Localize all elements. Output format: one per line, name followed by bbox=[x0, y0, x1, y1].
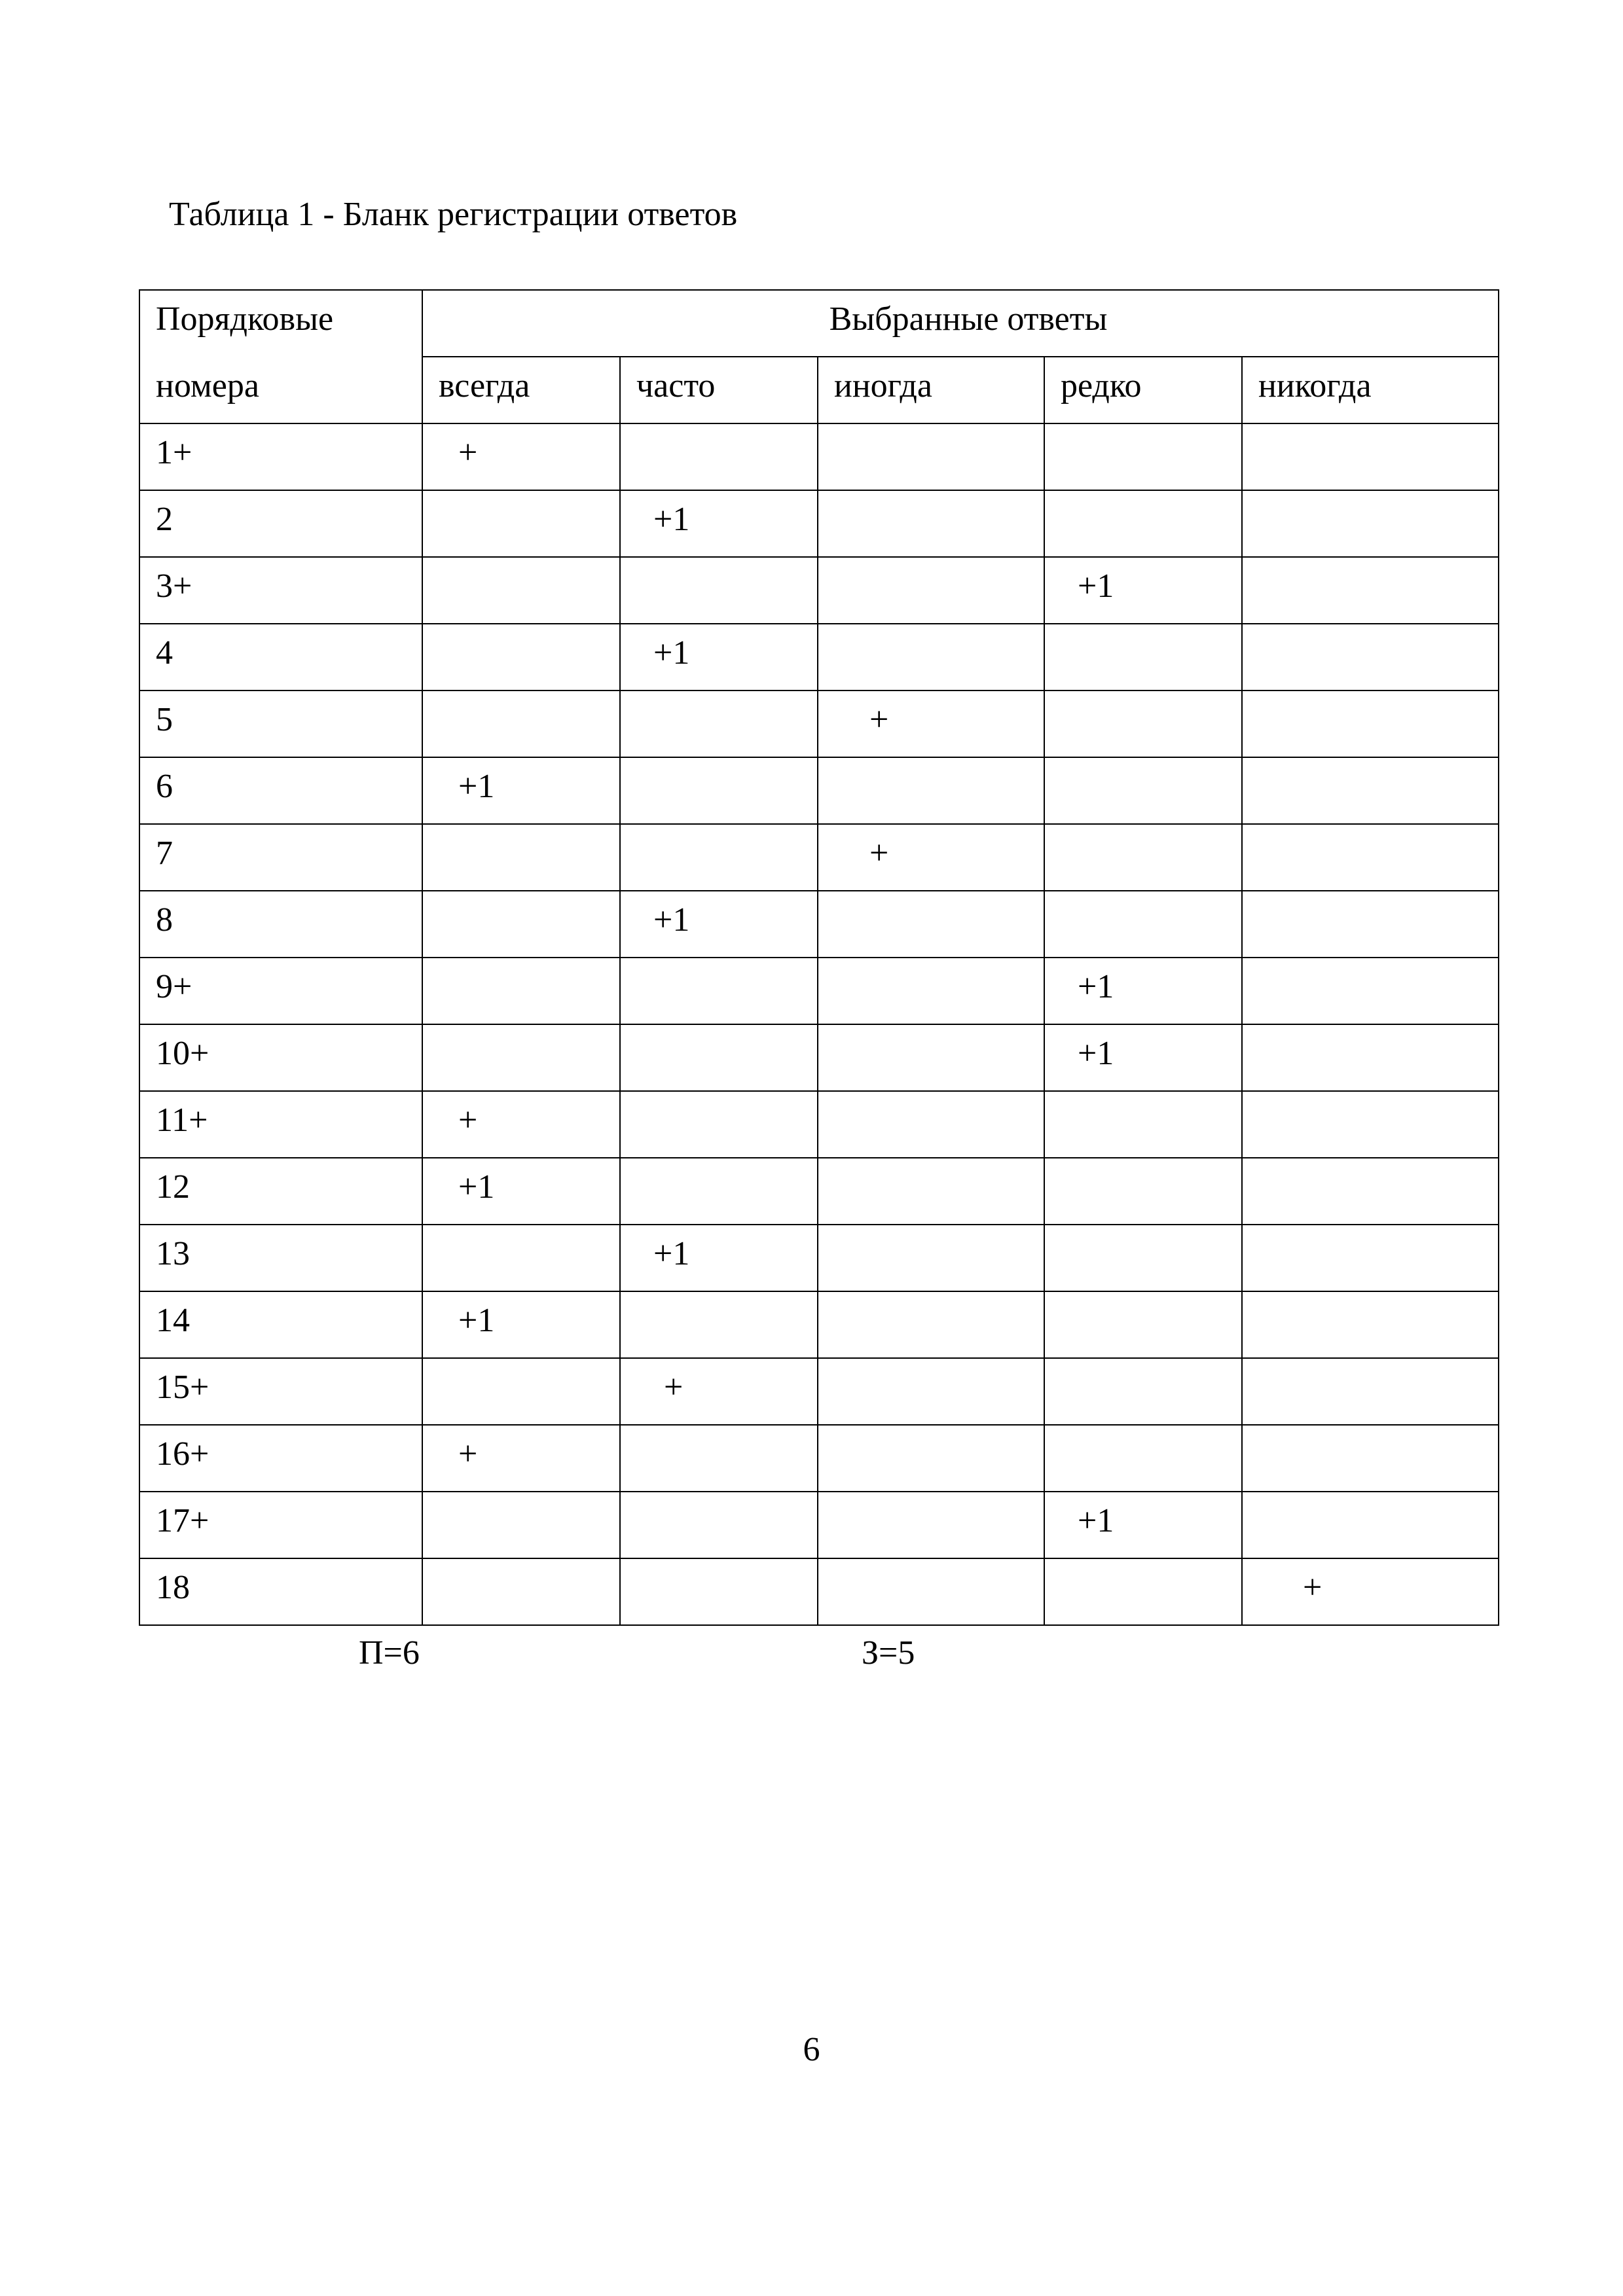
answer-mark bbox=[1243, 1158, 1498, 1168]
row-number: 15+ bbox=[156, 1369, 210, 1406]
answer-mark: +1 bbox=[653, 501, 690, 538]
answer-cell bbox=[818, 1158, 1044, 1225]
answer-mark bbox=[1243, 825, 1498, 834]
answer-mark bbox=[818, 1158, 1044, 1168]
answer-cell bbox=[818, 824, 1044, 891]
answer-cell bbox=[620, 1024, 818, 1091]
column-header-never bbox=[1242, 357, 1499, 423]
answer-cell bbox=[1242, 1024, 1499, 1091]
row-number: 14 bbox=[156, 1302, 190, 1339]
answer-mark bbox=[1045, 825, 1241, 834]
row-number-cell bbox=[139, 423, 422, 490]
answer-cell bbox=[620, 1358, 818, 1425]
answer-cell bbox=[1242, 958, 1499, 1024]
answer-cell bbox=[818, 490, 1044, 557]
answer-mark bbox=[1045, 1559, 1241, 1568]
answer-cell bbox=[818, 891, 1044, 958]
answer-cell bbox=[620, 490, 818, 557]
row-number: 3+ bbox=[156, 567, 192, 605]
table-row bbox=[139, 1558, 1499, 1625]
row-number-cell bbox=[139, 1225, 422, 1291]
answer-cell bbox=[422, 1225, 620, 1291]
answer-mark: +1 bbox=[653, 1235, 690, 1272]
answer-cell bbox=[818, 1091, 1044, 1158]
answer-cell bbox=[1242, 891, 1499, 958]
answer-mark bbox=[621, 1025, 817, 1034]
column-header-label: редко bbox=[1061, 367, 1142, 404]
row-number-cell bbox=[139, 624, 422, 691]
answer-mark: + bbox=[664, 1369, 684, 1406]
answer-cell bbox=[1242, 1158, 1499, 1225]
answer-mark bbox=[1243, 558, 1498, 567]
answer-cell bbox=[620, 1425, 818, 1492]
answer-cell bbox=[1044, 1425, 1242, 1492]
answer-mark bbox=[818, 558, 1044, 567]
column-header-label: никогда bbox=[1258, 367, 1372, 404]
answer-cell bbox=[1242, 624, 1499, 691]
answer-mark: +1 bbox=[653, 634, 690, 672]
answer-mark bbox=[621, 558, 817, 567]
answer-mark: +1 bbox=[458, 768, 495, 805]
answer-cell bbox=[620, 557, 818, 624]
table-row bbox=[139, 1425, 1499, 1492]
answer-mark bbox=[818, 1492, 1044, 1501]
answer-mark bbox=[621, 1158, 817, 1168]
answer-mark: +1 bbox=[1078, 1035, 1114, 1072]
answer-cell bbox=[620, 624, 818, 691]
answer-cell bbox=[1242, 490, 1499, 557]
answer-cell bbox=[422, 691, 620, 757]
row-number-cell bbox=[139, 1358, 422, 1425]
answer-cell bbox=[1044, 824, 1242, 891]
column-header-often bbox=[620, 357, 818, 423]
answer-mark bbox=[818, 1025, 1044, 1034]
answer-mark bbox=[423, 558, 619, 567]
row-number-cell bbox=[139, 1024, 422, 1091]
row-number: 16+ bbox=[156, 1435, 210, 1473]
answer-cell bbox=[422, 1492, 620, 1558]
answer-mark bbox=[818, 758, 1044, 767]
row-number-cell bbox=[139, 1492, 422, 1558]
row-number-cell bbox=[139, 490, 422, 557]
answer-mark: +1 bbox=[458, 1302, 495, 1339]
answer-cell bbox=[620, 1492, 818, 1558]
answer-cell bbox=[818, 1024, 1044, 1091]
answer-cell bbox=[620, 423, 818, 490]
answer-mark bbox=[818, 491, 1044, 500]
answer-mark bbox=[1045, 758, 1241, 767]
answer-cell bbox=[818, 1492, 1044, 1558]
answer-mark bbox=[818, 1292, 1044, 1301]
answer-cell bbox=[620, 1291, 818, 1358]
row-number-cell bbox=[139, 1425, 422, 1492]
answer-cell bbox=[422, 891, 620, 958]
answer-cell bbox=[818, 1225, 1044, 1291]
answer-cell bbox=[818, 1425, 1044, 1492]
answer-cell bbox=[818, 423, 1044, 490]
answer-mark bbox=[423, 491, 619, 500]
answer-mark bbox=[818, 891, 1044, 901]
answer-mark bbox=[1045, 891, 1241, 901]
answer-cell bbox=[1044, 1558, 1242, 1625]
answer-mark bbox=[1045, 691, 1241, 700]
answer-cell bbox=[422, 1558, 620, 1625]
answer-cell bbox=[1242, 1492, 1499, 1558]
answer-cell bbox=[620, 757, 818, 824]
table-row bbox=[139, 891, 1499, 958]
row-number-cell bbox=[139, 1158, 422, 1225]
column-header-label: часто bbox=[636, 367, 716, 404]
answer-cell bbox=[620, 1225, 818, 1291]
column-header-always bbox=[422, 357, 620, 423]
answer-mark bbox=[1045, 1292, 1241, 1301]
answer-mark bbox=[423, 1559, 619, 1568]
total-p: П=6 bbox=[359, 1634, 420, 1672]
answer-mark bbox=[621, 1292, 817, 1301]
answer-mark bbox=[423, 1359, 619, 1368]
row-number-cell bbox=[139, 691, 422, 757]
answer-registration-table bbox=[139, 289, 1499, 1626]
answer-mark bbox=[1045, 491, 1241, 500]
answer-mark: +1 bbox=[458, 1168, 495, 1206]
answer-mark bbox=[818, 1559, 1044, 1568]
answer-cell bbox=[1044, 757, 1242, 824]
column-header-label: иногда bbox=[834, 367, 932, 404]
row-number: 17+ bbox=[156, 1502, 210, 1539]
answer-cell bbox=[818, 1358, 1044, 1425]
row-number-cell bbox=[139, 1291, 422, 1358]
answer-mark bbox=[818, 424, 1044, 433]
answer-mark bbox=[1045, 1359, 1241, 1368]
answer-cell bbox=[1044, 1158, 1242, 1225]
answer-mark bbox=[1045, 1158, 1241, 1168]
answer-cell bbox=[818, 557, 1044, 624]
answer-mark: +1 bbox=[653, 901, 690, 939]
answer-mark bbox=[621, 424, 817, 433]
table-row bbox=[139, 691, 1499, 757]
answer-mark bbox=[621, 1559, 817, 1568]
page-number: 6 bbox=[803, 2031, 820, 2068]
row-number: 13 bbox=[156, 1235, 190, 1272]
answer-cell bbox=[1242, 1425, 1499, 1492]
answer-mark: + bbox=[458, 1102, 478, 1139]
answer-mark bbox=[621, 1092, 817, 1101]
answer-cell bbox=[620, 1558, 818, 1625]
answer-mark: +1 bbox=[1078, 968, 1114, 1005]
answer-cell bbox=[1044, 557, 1242, 624]
table-row bbox=[139, 1225, 1499, 1291]
answer-cell bbox=[422, 1091, 620, 1158]
row-number: 11+ bbox=[156, 1102, 208, 1139]
table-caption: Таблица 1 - Бланк регистрации ответов bbox=[169, 196, 738, 233]
row-number-cell bbox=[139, 824, 422, 891]
table-row bbox=[139, 757, 1499, 824]
table-row bbox=[139, 1358, 1499, 1425]
answer-cell bbox=[422, 1425, 620, 1492]
table-row bbox=[139, 1492, 1499, 1558]
answer-mark bbox=[1243, 1492, 1498, 1501]
answer-cell bbox=[422, 1158, 620, 1225]
answer-cell bbox=[620, 824, 818, 891]
answer-mark bbox=[1243, 624, 1498, 634]
table-row bbox=[139, 958, 1499, 1024]
answer-cell bbox=[422, 1291, 620, 1358]
answer-mark: + bbox=[1303, 1569, 1322, 1606]
answer-mark: + bbox=[869, 834, 889, 872]
answer-mark bbox=[423, 1492, 619, 1501]
answer-cell bbox=[818, 691, 1044, 757]
answer-cell bbox=[422, 1024, 620, 1091]
answer-cell bbox=[1242, 1091, 1499, 1158]
answer-mark bbox=[621, 825, 817, 834]
answer-cell bbox=[620, 891, 818, 958]
table-row bbox=[139, 1024, 1499, 1091]
answer-cell bbox=[1044, 423, 1242, 490]
row-number: 2 bbox=[156, 501, 173, 538]
answer-mark bbox=[1243, 758, 1498, 767]
answer-cell bbox=[422, 624, 620, 691]
answer-mark: +1 bbox=[1078, 567, 1114, 605]
answer-mark bbox=[1243, 1426, 1498, 1435]
answer-cell bbox=[620, 1091, 818, 1158]
table-row bbox=[139, 423, 1499, 490]
answer-mark bbox=[818, 624, 1044, 634]
answer-cell bbox=[620, 691, 818, 757]
answer-mark bbox=[1243, 958, 1498, 967]
answer-cell bbox=[1044, 624, 1242, 691]
answer-cell bbox=[1044, 891, 1242, 958]
answer-cell bbox=[1242, 423, 1499, 490]
answer-mark bbox=[1243, 424, 1498, 433]
row-number-header bbox=[139, 290, 422, 423]
table-row bbox=[139, 1091, 1499, 1158]
answer-mark bbox=[1243, 1225, 1498, 1234]
row-number-cell bbox=[139, 1091, 422, 1158]
answer-cell bbox=[1044, 1024, 1242, 1091]
answer-cell bbox=[1044, 1358, 1242, 1425]
row-number-cell bbox=[139, 557, 422, 624]
answer-cell bbox=[1242, 557, 1499, 624]
table-row bbox=[139, 1158, 1499, 1225]
answer-mark bbox=[818, 1092, 1044, 1101]
row-number-header-line1: Порядковые bbox=[156, 300, 334, 338]
answer-mark bbox=[621, 1492, 817, 1501]
answer-mark bbox=[423, 1025, 619, 1034]
row-number: 8 bbox=[156, 901, 173, 939]
row-number-cell bbox=[139, 958, 422, 1024]
table-row bbox=[139, 557, 1499, 624]
row-number: 9+ bbox=[156, 968, 192, 1005]
table-row bbox=[139, 490, 1499, 557]
answer-mark bbox=[1243, 1025, 1498, 1034]
answer-cell bbox=[1242, 1558, 1499, 1625]
total-z: З=5 bbox=[862, 1634, 915, 1672]
answer-cell bbox=[1044, 490, 1242, 557]
answer-cell bbox=[620, 958, 818, 1024]
row-number: 18 bbox=[156, 1569, 190, 1606]
table-row bbox=[139, 624, 1499, 691]
answer-mark bbox=[1045, 1426, 1241, 1435]
row-number: 4 bbox=[156, 634, 173, 672]
row-number-header-line2: номера bbox=[156, 367, 259, 404]
answer-mark bbox=[1045, 624, 1241, 634]
answer-mark bbox=[423, 825, 619, 834]
answer-cell bbox=[1242, 1358, 1499, 1425]
answer-cell bbox=[1242, 1291, 1499, 1358]
answer-mark bbox=[621, 691, 817, 700]
answer-cell bbox=[1044, 1225, 1242, 1291]
row-number-cell bbox=[139, 1558, 422, 1625]
answer-mark bbox=[1243, 1092, 1498, 1101]
answer-mark bbox=[1243, 691, 1498, 700]
answer-mark: + bbox=[458, 434, 478, 471]
answer-cell bbox=[818, 958, 1044, 1024]
answer-cell bbox=[1242, 691, 1499, 757]
answer-mark bbox=[1045, 1092, 1241, 1101]
answer-mark bbox=[423, 1225, 619, 1234]
row-number: 12 bbox=[156, 1168, 190, 1206]
table-row bbox=[139, 1291, 1499, 1358]
answer-cell bbox=[1044, 1091, 1242, 1158]
row-number: 6 bbox=[156, 768, 173, 805]
answer-mark bbox=[1045, 424, 1241, 433]
answer-cell bbox=[1242, 1225, 1499, 1291]
answer-cell bbox=[422, 824, 620, 891]
answer-cell bbox=[422, 423, 620, 490]
answer-mark bbox=[1045, 1225, 1241, 1234]
answer-mark bbox=[818, 958, 1044, 967]
answer-cell bbox=[620, 1158, 818, 1225]
row-number-cell bbox=[139, 891, 422, 958]
answer-cell bbox=[1044, 691, 1242, 757]
answer-mark bbox=[1243, 1292, 1498, 1301]
answer-mark bbox=[818, 1426, 1044, 1435]
answer-mark bbox=[621, 758, 817, 767]
totals bbox=[0, 1630, 1623, 1682]
column-header-rarely bbox=[1044, 357, 1242, 423]
answer-cell bbox=[422, 490, 620, 557]
answer-mark bbox=[818, 1359, 1044, 1368]
answer-cell bbox=[422, 958, 620, 1024]
row-number: 7 bbox=[156, 834, 173, 872]
answer-mark bbox=[621, 958, 817, 967]
table-row bbox=[139, 824, 1499, 891]
answer-cell bbox=[818, 757, 1044, 824]
answer-cell bbox=[818, 1558, 1044, 1625]
row-number: 1+ bbox=[156, 434, 192, 471]
answer-mark bbox=[1243, 891, 1498, 901]
answer-mark bbox=[1243, 1359, 1498, 1368]
answer-mark bbox=[818, 1225, 1044, 1234]
answer-cell bbox=[818, 624, 1044, 691]
answer-cell bbox=[422, 1358, 620, 1425]
answer-cell bbox=[422, 757, 620, 824]
row-number: 5 bbox=[156, 701, 173, 738]
answer-cell bbox=[1044, 1492, 1242, 1558]
answer-mark bbox=[423, 691, 619, 700]
answer-mark: + bbox=[458, 1435, 478, 1473]
answer-mark bbox=[423, 891, 619, 901]
answer-mark: + bbox=[869, 701, 889, 738]
row-number-cell bbox=[139, 757, 422, 824]
row-number: 10+ bbox=[156, 1035, 210, 1072]
answer-cell bbox=[818, 1291, 1044, 1358]
answer-cell bbox=[1242, 824, 1499, 891]
selected-answers-header bbox=[422, 290, 1499, 357]
answer-mark: +1 bbox=[1078, 1502, 1114, 1539]
answer-mark bbox=[621, 1426, 817, 1435]
answer-cell bbox=[422, 557, 620, 624]
answer-cell bbox=[1044, 958, 1242, 1024]
answer-mark bbox=[423, 624, 619, 634]
answer-cell bbox=[1044, 1291, 1242, 1358]
column-header-label: всегда bbox=[439, 367, 530, 404]
answer-mark bbox=[1243, 491, 1498, 500]
answer-mark bbox=[423, 958, 619, 967]
answer-cell bbox=[1242, 757, 1499, 824]
selected-answers-header-label: Выбранные ответы bbox=[829, 300, 1108, 338]
column-header-sometimes bbox=[818, 357, 1044, 423]
